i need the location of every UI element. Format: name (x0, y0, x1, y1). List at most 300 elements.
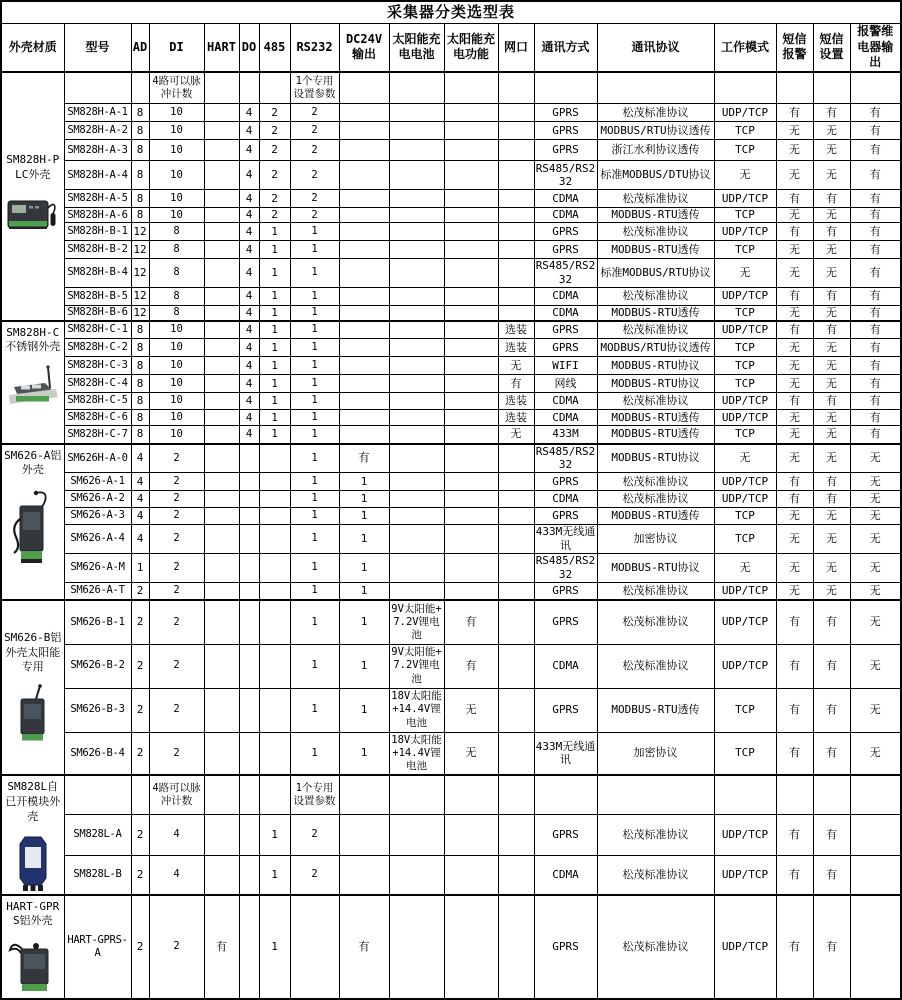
cell-hart (204, 321, 239, 339)
cell-p485: 1 (259, 393, 290, 410)
cell-rs232: 1 (290, 554, 339, 583)
cell-charge (444, 814, 498, 855)
cell-hart (204, 190, 239, 208)
group-material-cell (1, 444, 64, 601)
cell-p485: 1 (259, 305, 290, 320)
cell-battery (389, 140, 444, 161)
cell-charge: 无 (444, 732, 498, 775)
cell-rs232: 1 (290, 393, 339, 410)
cell-battery (389, 72, 444, 104)
cell-ad: 8 (131, 393, 149, 410)
cell-model: SM626-A-1 (64, 473, 131, 491)
cell-ad: 4 (131, 525, 149, 554)
cell-dc24v: 1 (339, 473, 389, 491)
cell-ad: 12 (131, 259, 149, 288)
cell-do: 4 (239, 208, 259, 223)
cell-smsAlarm: 无 (776, 140, 813, 161)
cell-hart (204, 241, 239, 259)
cell-charge (444, 525, 498, 554)
cell-protocol: MODBUS-RTU透传 (597, 208, 714, 223)
column-header-relay: 报警维电器输出 (850, 24, 901, 72)
cell-dc24v (339, 339, 389, 357)
cell-protocol: 松茂标准协议 (597, 321, 714, 339)
cell-comm (534, 775, 597, 814)
cell-workmode: UDP/TCP (714, 491, 776, 508)
cell-smsAlarm: 无 (776, 259, 813, 288)
cell-relay: 有 (850, 305, 901, 320)
cell-smsAlarm: 无 (776, 208, 813, 223)
cell-netport (498, 190, 534, 208)
cell-rs232: 2 (290, 855, 339, 894)
cell-model: SM828H-B-4 (64, 259, 131, 288)
cell-workmode (714, 72, 776, 104)
cell-relay: 无 (850, 525, 901, 554)
cell-comm: CDMA (534, 305, 597, 320)
cell-workmode: UDP/TCP (714, 104, 776, 122)
cell-di: 10 (149, 104, 204, 122)
cell-netport (498, 72, 534, 104)
cell-netport (498, 688, 534, 732)
cell-smsSet: 有 (813, 814, 850, 855)
cell-protocol: MODBUS-RTU透传 (597, 508, 714, 525)
cell-comm: 433M无线通讯 (535, 525, 596, 553)
cell-protocol: 松茂标准协议 (597, 393, 714, 410)
cell-workmode: UDP/TCP (714, 473, 776, 491)
cell-comm: CDMA (534, 287, 597, 305)
cell-relay: 有 (850, 190, 901, 208)
cell-di: 4 (149, 855, 204, 894)
cell-di: 2 (149, 732, 204, 775)
group-label: SM828H-PLC外壳 (6, 152, 60, 181)
cell-battery: 18V太阳能+14.4V锂电池 (389, 732, 444, 775)
cell-workmode: TCP (714, 375, 776, 393)
cell-charge (444, 122, 498, 140)
cell-do (239, 855, 259, 894)
cell-rs232: 1 (290, 525, 339, 554)
cell-do (239, 775, 259, 814)
cell-dc24v (339, 321, 389, 339)
table-row (1, 855, 901, 894)
cell-model: SM828H-C-3 (64, 357, 131, 375)
cell-smsAlarm: 有 (776, 321, 813, 339)
cell-dc24v (339, 122, 389, 140)
cell-charge (444, 375, 498, 393)
cell-comm: CDMA (534, 410, 597, 426)
cell-di: 2 (149, 444, 204, 473)
cell-netport (498, 241, 534, 259)
cell-workmode: TCP (714, 357, 776, 375)
cell-charge (444, 305, 498, 320)
cell-di: 2 (149, 473, 204, 491)
cell-charge (444, 208, 498, 223)
column-header-di: DI (149, 24, 204, 72)
cell-model: SM828H-B-5 (64, 287, 131, 305)
table-row (1, 241, 901, 259)
cell-protocol: MODBUS-RTU协议 (597, 554, 714, 583)
cell-hart (204, 104, 239, 122)
cell-p485: 2 (259, 122, 290, 140)
cell-model: SM828H-B-1 (64, 223, 131, 241)
column-header-model: 型号 (64, 24, 131, 72)
cell-rs232: 1 (290, 600, 339, 644)
cell-p485: 1 (259, 855, 290, 894)
cell-smsAlarm: 有 (776, 104, 813, 122)
cell-battery (389, 122, 444, 140)
cell-model (64, 775, 131, 814)
cell-di: 2 (149, 554, 204, 583)
cell-ad: 2 (131, 688, 149, 732)
cell-battery (389, 321, 444, 339)
cell-protocol: 松茂标准协议 (597, 582, 714, 600)
cell-hart (204, 339, 239, 357)
cell-protocol: 松茂标准协议 (597, 644, 714, 688)
cell-ad: 4 (131, 508, 149, 525)
cell-do: 4 (239, 339, 259, 357)
cell-protocol: 加密协议 (597, 732, 714, 775)
cell-smsAlarm: 无 (776, 161, 813, 190)
cell-do: 4 (239, 393, 259, 410)
cell-ad: 12 (131, 223, 149, 241)
table-row (1, 357, 901, 375)
cell-do (239, 525, 259, 554)
cell-charge (444, 140, 498, 161)
cell-p485: 2 (259, 190, 290, 208)
cell-smsAlarm: 有 (776, 600, 813, 644)
cell-battery: 9V太阳能+7.2V锂电池 (389, 644, 444, 688)
cell-comm: GPRS (534, 582, 597, 600)
cell-netport (498, 122, 534, 140)
cell-ad: 8 (131, 321, 149, 339)
cell-workmode: UDP/TCP (714, 644, 776, 688)
cell-hart (204, 72, 239, 104)
cell-battery (389, 855, 444, 894)
cell-netport (498, 444, 534, 473)
cell-rs232: 1 (290, 644, 339, 688)
cell-comm: GPRS (534, 321, 597, 339)
cell-rs232: 1 (290, 339, 339, 357)
cell-charge (444, 444, 498, 473)
cell-workmode: TCP (714, 208, 776, 223)
cell-do: 4 (239, 161, 259, 190)
cell-protocol: MODBUS-RTU协议 (597, 444, 714, 473)
cell-hart (204, 554, 239, 583)
cell-do: 4 (239, 287, 259, 305)
cell-model: SM828L-B (64, 855, 131, 894)
cell-smsSet: 有 (813, 895, 850, 1000)
cell-model: SM828H-C-4 (64, 375, 131, 393)
table-row (1, 393, 901, 410)
cell-comm: CDMA (534, 491, 597, 508)
cell-charge: 有 (444, 644, 498, 688)
cell-smsSet (813, 72, 850, 104)
cell-netport: 有 (498, 375, 534, 393)
cell-hart (204, 600, 239, 644)
cell-workmode: 无 (714, 554, 776, 583)
cell-ad: 8 (131, 122, 149, 140)
cell-comm: GPRS (534, 122, 597, 140)
cell-smsSet (813, 775, 850, 814)
cell-charge (444, 321, 498, 339)
cell-di: 2 (149, 600, 204, 644)
cell-netport (498, 305, 534, 320)
cell-comm: GPRS (534, 241, 597, 259)
cell-do: 4 (239, 321, 259, 339)
cell-hart (204, 140, 239, 161)
cell-smsAlarm: 有 (776, 814, 813, 855)
cell-protocol: 松茂标准协议 (597, 223, 714, 241)
cell-workmode: TCP (714, 732, 776, 775)
cell-battery (389, 491, 444, 508)
cell-dc24v: 1 (339, 525, 389, 554)
cell-workmode: UDP/TCP (714, 895, 776, 1000)
cell-smsAlarm (776, 72, 813, 104)
cell-do: 4 (239, 223, 259, 241)
cell-p485: 1 (259, 895, 290, 1000)
cell-model: SM626-A-4 (64, 525, 131, 554)
cell-model: SM828H-B-2 (64, 241, 131, 259)
table-row (1, 775, 901, 814)
cell-p485 (259, 732, 290, 775)
cell-dc24v: 有 (339, 895, 389, 1000)
cell-p485: 1 (259, 223, 290, 241)
cell-dc24v (339, 208, 389, 223)
cell-hart (204, 775, 239, 814)
table-row (1, 259, 901, 288)
cell-relay: 有 (850, 426, 901, 444)
cell-do (239, 473, 259, 491)
cell-smsAlarm: 有 (776, 393, 813, 410)
cell-relay: 有 (850, 410, 901, 426)
cell-smsSet: 无 (813, 241, 850, 259)
cell-hart: 有 (204, 895, 239, 1000)
cell-workmode: TCP (714, 305, 776, 320)
cell-relay (850, 855, 901, 894)
cell-hart (204, 305, 239, 320)
cell-hart (204, 644, 239, 688)
cell-do: 4 (239, 259, 259, 288)
cell-dc24v: 1 (339, 554, 389, 583)
hart-gprs-collector-photo (3, 938, 63, 996)
table-row (1, 321, 901, 339)
cell-protocol: 松茂标准协议 (597, 190, 714, 208)
cell-charge (444, 855, 498, 894)
cell-di: 8 (149, 287, 204, 305)
cell-protocol: MODBUS-RTU透传 (597, 241, 714, 259)
cell-p485 (259, 508, 290, 525)
cell-comm: 433M无线通讯 (534, 732, 597, 775)
column-header-do: DO (239, 24, 259, 72)
cell-charge (444, 223, 498, 241)
cell-netport: 无 (498, 426, 534, 444)
cell-protocol: 松茂标准协议 (597, 104, 714, 122)
cell-dc24v (339, 241, 389, 259)
cell-do: 4 (239, 426, 259, 444)
cell-rs232: 1个专用设置参数 (290, 72, 339, 104)
cell-ad: 2 (131, 814, 149, 855)
cell-charge (444, 161, 498, 190)
cell-comm: RS485/RS232 (535, 259, 596, 287)
cell-comm: GPRS (534, 104, 597, 122)
cell-comm: GPRS (534, 688, 597, 732)
group-material-cell (1, 600, 64, 775)
cell-comm: GPRS (534, 814, 597, 855)
cell-rs232: 2 (290, 104, 339, 122)
cell-relay: 有 (850, 375, 901, 393)
cell-smsAlarm: 有 (776, 688, 813, 732)
cell-rs232: 1 (290, 508, 339, 525)
cell-charge (444, 426, 498, 444)
cell-battery (389, 444, 444, 473)
cell-do (239, 508, 259, 525)
cell-dc24v (339, 814, 389, 855)
cell-do (239, 72, 259, 104)
cell-charge (444, 72, 498, 104)
cell-hart (204, 393, 239, 410)
cell-comm: 433M (534, 426, 597, 444)
cell-relay: 有 (850, 104, 901, 122)
cell-smsAlarm: 有 (776, 473, 813, 491)
cell-model: SM626-B-4 (64, 732, 131, 775)
cell-relay: 有 (850, 208, 901, 223)
cell-battery (389, 473, 444, 491)
cell-rs232: 1个专用设置参数 (290, 775, 339, 814)
cell-smsSet: 无 (813, 410, 850, 426)
cell-workmode: UDP/TCP (714, 393, 776, 410)
cell-smsAlarm: 无 (776, 410, 813, 426)
cell-p485 (259, 600, 290, 644)
cell-smsSet: 无 (813, 444, 850, 473)
cell-charge (444, 104, 498, 122)
cell-rs232: 2 (290, 190, 339, 208)
cell-rs232: 2 (290, 208, 339, 223)
cell-battery (389, 208, 444, 223)
column-header-rs232: RS232 (290, 24, 339, 72)
cell-model: SM828H-B-6 (64, 305, 131, 320)
stainless-steel-collector-photo (3, 364, 63, 416)
table-row (1, 104, 901, 122)
cell-model (64, 72, 131, 104)
cell-do (239, 444, 259, 473)
cell-rs232: 1 (290, 410, 339, 426)
cell-smsSet: 无 (813, 508, 850, 525)
cell-p485: 1 (259, 426, 290, 444)
cell-p485: 1 (259, 321, 290, 339)
cell-smsSet: 无 (813, 582, 850, 600)
cell-smsAlarm: 有 (776, 644, 813, 688)
cell-di: 4路可以脉冲计数 (149, 775, 204, 814)
cell-p485: 2 (259, 140, 290, 161)
cell-smsSet: 有 (813, 393, 850, 410)
cell-dc24v: 1 (339, 491, 389, 508)
cell-relay: 无 (850, 644, 901, 688)
cell-battery (389, 508, 444, 525)
module-shell-collector-photo (3, 834, 63, 892)
column-header-hart: HART (204, 24, 239, 72)
cell-smsAlarm: 有 (776, 855, 813, 894)
cell-relay: 有 (850, 122, 901, 140)
cell-hart (204, 855, 239, 894)
cell-do: 4 (239, 305, 259, 320)
cell-charge: 有 (444, 600, 498, 644)
cell-netport (498, 161, 534, 190)
cell-p485 (259, 525, 290, 554)
cell-dc24v (339, 375, 389, 393)
cell-smsSet: 无 (813, 525, 850, 554)
cell-do (239, 688, 259, 732)
cell-p485 (259, 444, 290, 473)
cell-rs232: 1 (290, 305, 339, 320)
table-row (1, 814, 901, 855)
cell-relay: 无 (850, 444, 901, 473)
cell-do: 4 (239, 375, 259, 393)
cell-smsAlarm: 无 (776, 508, 813, 525)
cell-hart (204, 582, 239, 600)
cell-battery: 9V太阳能+7.2V锂电池 (389, 600, 444, 644)
cell-model: SM626-B-2 (64, 644, 131, 688)
cell-rs232: 1 (290, 223, 339, 241)
cell-comm: RS485/RS232 (535, 554, 596, 581)
cell-battery (389, 305, 444, 320)
cell-netport (498, 525, 534, 554)
cell-netport (498, 895, 534, 1000)
cell-smsSet: 无 (813, 375, 850, 393)
cell-comm: 网线 (534, 375, 597, 393)
cell-dc24v (339, 259, 389, 288)
table-row (1, 582, 901, 600)
table-row (1, 223, 901, 241)
cell-do (239, 600, 259, 644)
column-header-smsAlarm: 短信报警 (776, 24, 813, 72)
cell-smsAlarm: 无 (776, 241, 813, 259)
cell-ad: 2 (131, 855, 149, 894)
cell-smsSet: 有 (813, 223, 850, 241)
cell-charge (444, 491, 498, 508)
cell-protocol: MODBUS-RTU透传 (597, 305, 714, 320)
cell-battery (389, 775, 444, 814)
cell-relay: 无 (850, 688, 901, 732)
group-label: HART-GPRS铝外壳 (6, 899, 60, 928)
cell-do: 4 (239, 122, 259, 140)
cell-p485: 2 (259, 161, 290, 190)
cell-hart (204, 444, 239, 473)
cell-workmode: TCP (714, 688, 776, 732)
cell-p485: 2 (259, 208, 290, 223)
cell-model: SM828L-A (64, 814, 131, 855)
cell-smsSet: 无 (813, 140, 850, 161)
cell-smsSet: 有 (813, 473, 850, 491)
cell-netport: 选装 (498, 410, 534, 426)
column-header-p485: 485 (259, 24, 290, 72)
cell-model: SM828H-A-5 (64, 190, 131, 208)
cell-protocol (597, 72, 714, 104)
cell-model: SM828H-C-1 (64, 321, 131, 339)
cell-workmode: TCP (714, 122, 776, 140)
cell-rs232: 1 (290, 491, 339, 508)
cell-netport (498, 104, 534, 122)
cell-dc24v (339, 140, 389, 161)
table-row (1, 375, 901, 393)
cell-model: SM626-B-1 (64, 600, 131, 644)
cell-di: 2 (149, 688, 204, 732)
column-header-protocol: 通讯协议 (597, 24, 714, 72)
cell-workmode: UDP/TCP (714, 814, 776, 855)
cell-ad: 4 (131, 473, 149, 491)
cell-p485: 1 (259, 375, 290, 393)
cell-battery (389, 161, 444, 190)
cell-relay: 有 (850, 287, 901, 305)
cell-ad: 2 (131, 732, 149, 775)
cell-do (239, 491, 259, 508)
